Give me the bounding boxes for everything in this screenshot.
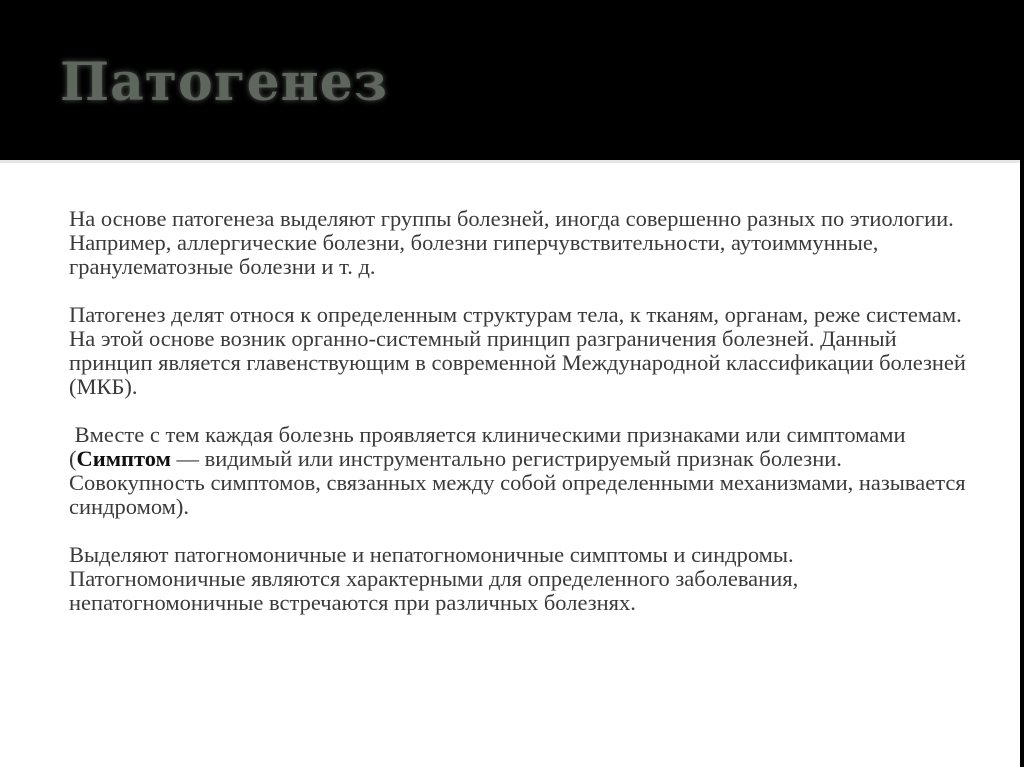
slide-title: Патогенез: [60, 52, 388, 113]
content-panel: [0, 160, 1020, 767]
paragraph-pathognomonic: [69, 543, 969, 615]
title-band: [0, 0, 1024, 160]
paragraph-text: Патогенез делят относя к определенным структурам тела, к тканям, органам, реже системам. На этой основе возник органно-системный принцип разграничения болезней. Данный принцип является главенствующим в современной Международной классификации болезней (МКБ).: [69, 302, 974, 399]
paragraph-text: На основе патогенеза выделяют группы болезней, иногда совершенно разных по этиологии. Например, аллергические болезни, болезни гиперчувствительности, аутоиммунные, гранулематозные болезни и т. д.: [69, 206, 960, 279]
bold-term-symptom: Симптом: [76, 446, 171, 471]
paragraph-groups-of-diseases: [69, 207, 969, 279]
body-text: [69, 206, 974, 639]
paragraph-text-before: Вместе с тем каждая болезнь проявляется клиническими признаками или симптомами (: [69, 422, 912, 471]
paragraph-text-after: — видимый или инструментально регистрируемый признак болезни. Совокупность симптомов, связанных между собой определенными механизмами, называется синдромом).: [69, 446, 972, 519]
right-edge-border: [1020, 160, 1024, 767]
paragraph-text: Выделяют патогномоничные и непатогномоничные симптомы и синдромы. Патогномоничные являются характерными для определенного заболевания, непатогномоничные встречаются при различных болезнях.: [69, 542, 804, 615]
paragraph-symptoms: [69, 422, 972, 519]
paragraph-organ-system-principle: [69, 302, 974, 399]
